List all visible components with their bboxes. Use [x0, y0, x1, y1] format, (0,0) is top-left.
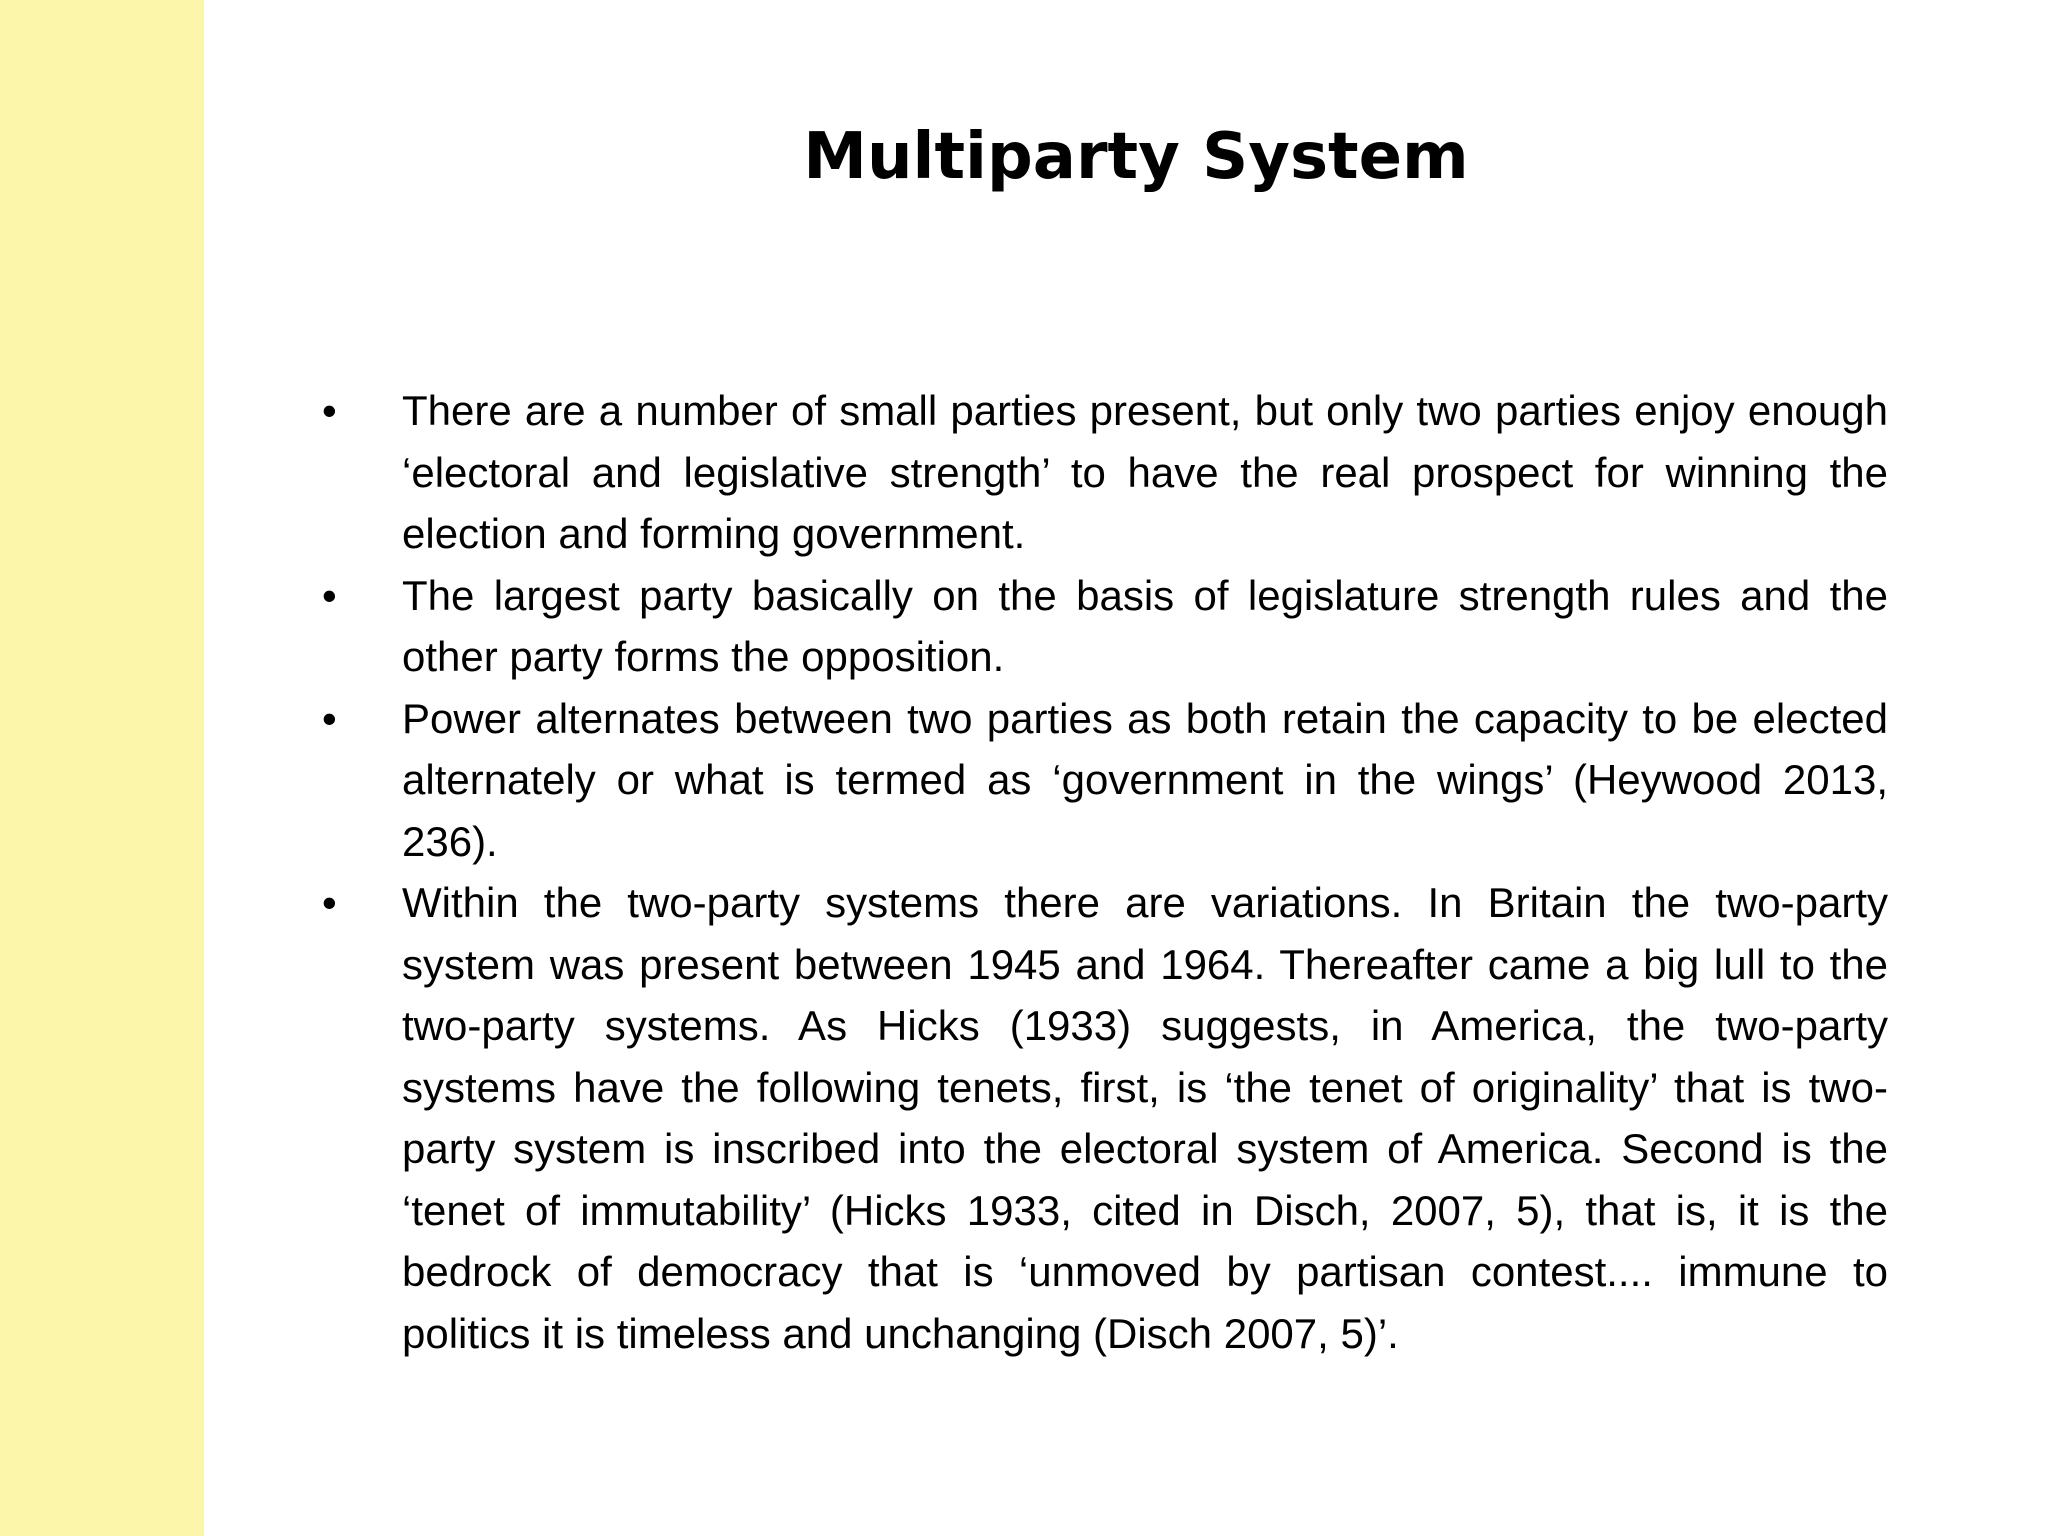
bullet-item — [322, 380, 1888, 565]
bullet-marker: • — [322, 571, 337, 619]
bullet-item — [322, 688, 1888, 873]
bullet-item — [322, 565, 1888, 688]
bullet-marker: • — [322, 387, 337, 434]
bullet-text: Within the two-party systems there are variations. In Britain the two-party system was present between 1945 and 1964. Thereafter came a big lull to the two-party systems. As Hicks (1933) suggests, in America, the two-party systems have the following tenets, first, is ‘the tenet of originality’ that is two-party system is inscribed into the electoral system of America. Second is the ‘tenet of immutability’ (Hicks 1933, cited in Disch, 2007, 5), that is, it is the bedrock of democracy that is ‘unmoved by partisan contest.... immune to politics it is timeless and unchanging (Disch 2007, 5)’. — [402, 879, 1888, 1357]
bullet-marker: • — [322, 879, 337, 926]
bullet-marker: • — [322, 694, 337, 742]
bullet-item — [322, 872, 1888, 1364]
bullet-text: There are a number of small parties present, but only two parties enjoy enough ‘electoral and legislative strength’ to have the real prospect for winning the election and forming government. — [402, 387, 1888, 557]
bullet-text: Power alternates between two parties as both retain the capacity to be elected alternately or what is termed as ‘government in the wings’ (Heywood 2013, 236). — [402, 694, 1888, 865]
slide-title: Multiparty System — [803, 120, 1469, 194]
bullet-text: The largest party basically on the basis of legislature strength rules and the other party forms the opposition. — [402, 571, 1888, 680]
bullet-list — [322, 380, 1888, 1364]
side-accent-band — [0, 0, 204, 1536]
